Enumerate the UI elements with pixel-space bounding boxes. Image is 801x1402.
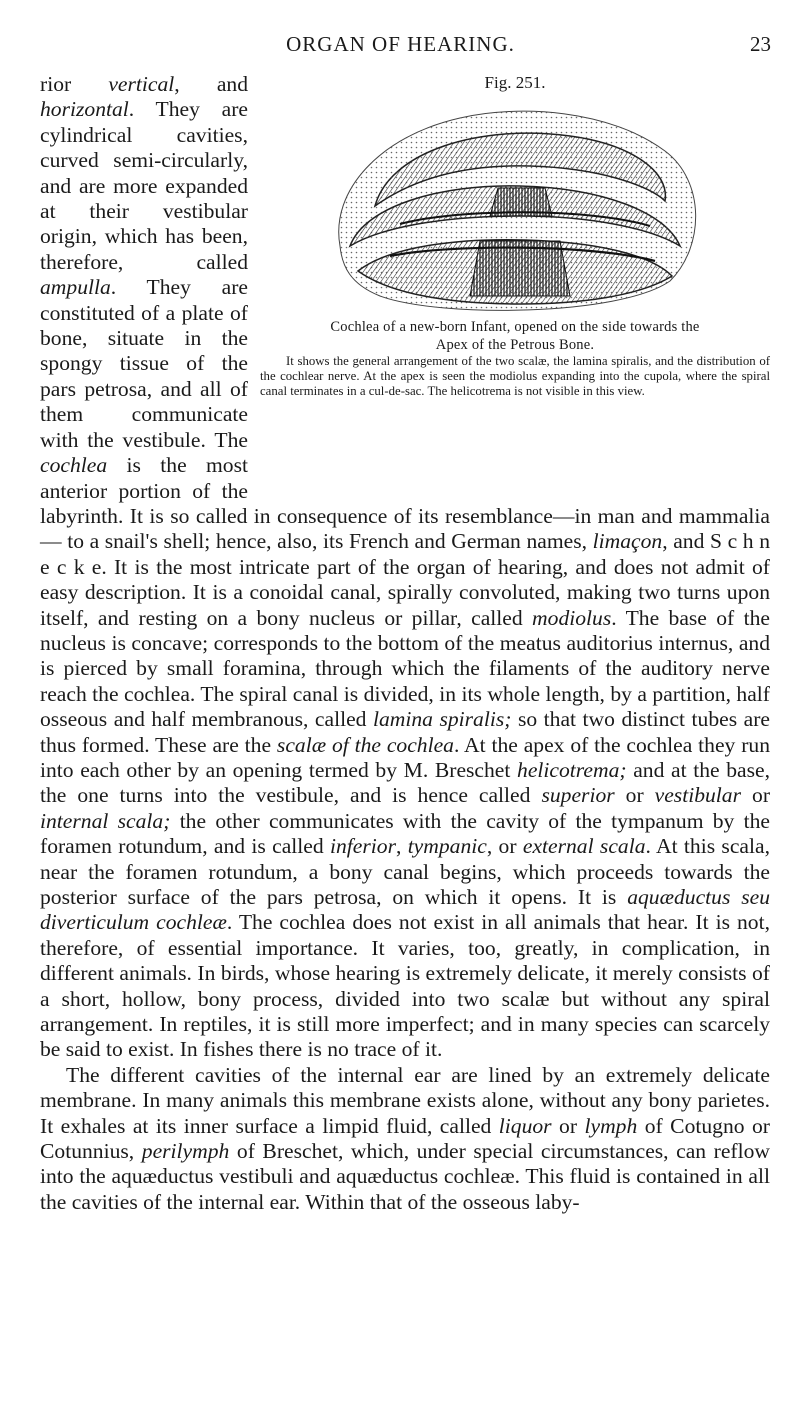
text-run: rior (40, 72, 72, 96)
text-run: or (625, 783, 644, 808)
italic-term: superior (541, 783, 615, 808)
italic-term: modiolus (532, 605, 612, 630)
figure-caption-line: Cochlea of a new-born Infant, opened on the side towards the (330, 319, 700, 335)
italic-term: ampulla (40, 275, 111, 300)
text-run: , and (174, 72, 248, 96)
page-number: 23 (750, 32, 771, 56)
italic-term: vestibular (654, 783, 742, 808)
text-run: so that two distinct tubes are thus formed. These are the (40, 707, 770, 757)
text-run: or (559, 1113, 578, 1138)
italic-term: horizontal (40, 97, 129, 122)
text-run: of Breschet, which, under special circumstances, can reflow into the aquæductus vestibuli and aquæductus cochleæ. This fluid is contained in all the cavities of the internal ear. Within that of the osseous laby- (40, 1139, 770, 1214)
text-run: . They are cylindrical cavities, curved semi-circularly, and are more expanded at their vestibular origin, which has been, therefore, called (40, 97, 248, 274)
italic-term: perilymph (141, 1139, 230, 1164)
running-title: ORGAN OF HEARING. (286, 32, 515, 56)
italic-term: helicotrema; (517, 757, 627, 782)
text-run: of Cotugno or Cotunnius, (40, 1113, 770, 1164)
text-run: , or (486, 834, 517, 859)
paragraph (40, 1063, 770, 1215)
text-run: . The cochlea does not exist in all animals that hear. It is not, therefore, of essential importance. It varies, too, greatly, in complication, in different animals. In birds, whose hearing is extremely delicate, it merely consists of a short, hollow, bony process, divided into two scalæ but without any spiral arrangement. In reptiles, it is still more imperfect; and in many species can scarcely be said to exist. In fishes there is no trace of it. (40, 910, 770, 1062)
italic-term: liquor (498, 1113, 552, 1138)
text-run: . At this scala, near the foramen rotundum, a bony canal begins, which proceeds towards the posterior surface of the pars petrosa, on which it opens. It is (40, 834, 770, 909)
italic-term: inferior (329, 834, 396, 859)
text-run: . The base of the nucleus is concave; corresponds to the bottom of the meatus auditorius internus, and is pierced by small foramina, through which the filaments of the auditory nerve reach the cochlea. The spiral canal is divided, in its whole length, by a partition, half osseous and half membranous, called (40, 605, 770, 732)
text-run: . They are constituted of a plate of bone, situate in the spongy tissue of the pars petrosa, and all of them communicate with the vestibule. The (40, 275, 248, 452)
italic-term: limaçon (592, 529, 663, 554)
text-run: the other communicates with the cavity of the tympanum by the foramen rotundum, and is called (40, 808, 770, 859)
italic-term: lymph (584, 1113, 638, 1138)
text-run: The different cavities of the internal ear are lined by an extremely delicate membrane. In many animals this membrane exists alone, without any bony parietes. It exhales at its inner surface a limpid fluid, called (40, 1062, 770, 1138)
text-run: . At the apex of the cochlea they run into each other by an opening termed by M. Breschet (40, 732, 770, 782)
text-run: or (752, 783, 771, 808)
italic-term: aquæductus seu diverticulum cochleæ (40, 885, 770, 935)
italic-term: tympanic (407, 834, 487, 859)
italic-term: external scala (522, 834, 646, 859)
text-run: , (395, 834, 402, 859)
italic-term: internal scala; (40, 808, 171, 833)
italic-term: vertical (108, 72, 175, 96)
figure-description: It shows the general arrangement of the two scalæ, the lamina spiralis, and the distribution of the cochlear nerve. At the apex is seen the modiolus expanding into the cupola, where the spiral canal terminates in a cul-de-sac. The helicotrema is not visible in this view. (260, 354, 770, 398)
running-head (0, 32, 801, 62)
cochlea-illustration (320, 96, 710, 318)
italic-term: cochlea (40, 453, 108, 478)
body-text (40, 72, 770, 1215)
italic-term: scalæ of the cochlea (276, 732, 454, 757)
figure-caption (260, 318, 770, 354)
figure-caption-line: Apex of the Petrous Bone. (435, 337, 595, 353)
text-run: is the most anterior portion of the labyrinth. It is so called in consequence of its resemblance—in man and mammalia — to a snail's shell; hence, also, its French and German names, (40, 453, 770, 554)
figure-label: Fig. 251. (484, 73, 546, 92)
italic-term: lamina spiralis; (372, 707, 512, 732)
figure (260, 72, 770, 484)
text-run: , and S c h n e c k e. It is the most intricate part of the organ of hearing, and does not admit of easy description. It is a conoidal canal, spirally convoluted, making two turns upon itself, and resting on a bony nucleus or pillar, called (40, 529, 770, 630)
text-run: and at the base, the one turns into the vestibule, and is hence called (40, 757, 770, 808)
